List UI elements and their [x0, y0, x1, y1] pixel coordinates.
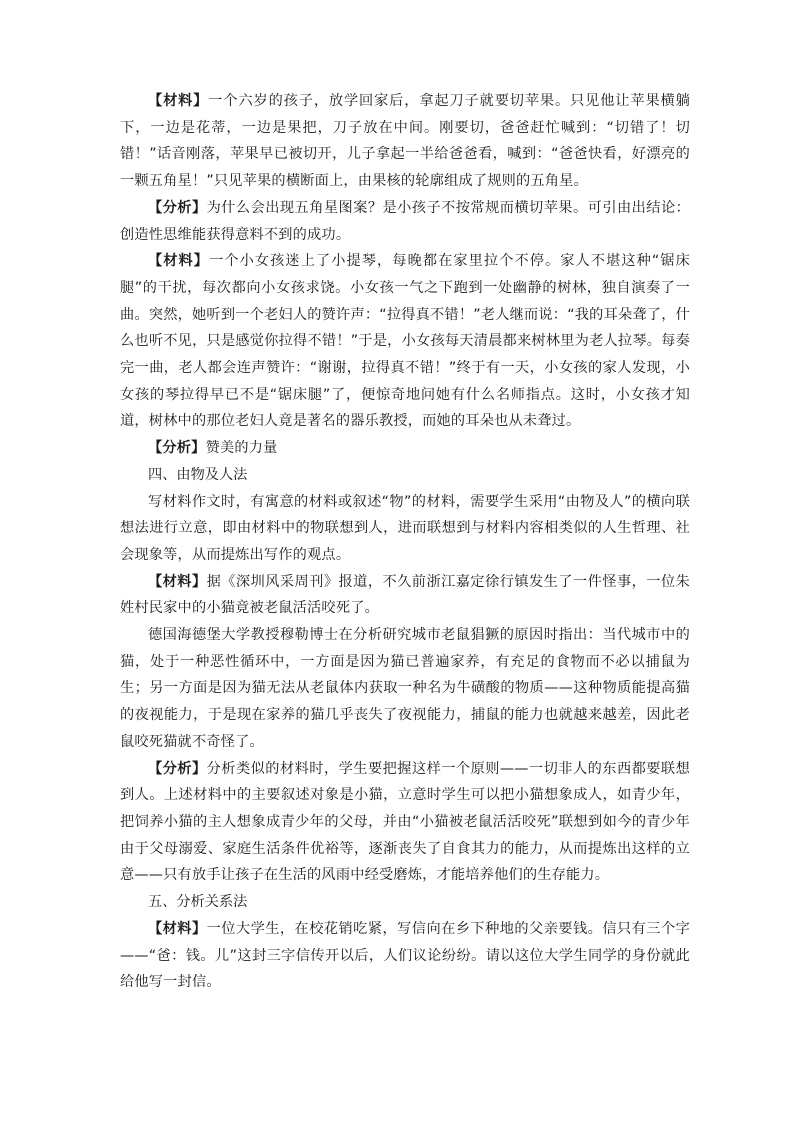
paragraph-text: 一个小女孩迷上了小提琴，每晚都在家里拉个不停。家人不堪这种“锯床腿”的干扰，每次都向小女孩求饶。小女孩一气之下跑到一处幽静的树林，独自演奏了一曲。突然，她听到一个老妇人的赞许声：“拉得真不错！”老人继而说：“我的耳朵聋了，什么也听不见，只是感觉你拉得不错！”于是，小女孩每天清晨都来树林里为老人拉琴。每奏完一曲，老人都会连声赞许：“谢谢，拉得真不错！”终于有一天，小女孩的家人发现，小女孩的琴拉得早已不是“锯床腿”了，便惊奇地问她有什么名师指点。这时，小女孩才知道，树林中的那位老妇人竟是著名的器乐教授，而她的耳朵也从未聋过。	[120, 253, 690, 430]
paragraph-tag: 【材料】	[148, 573, 207, 590]
paragraph	[120, 622, 690, 756]
paragraph	[120, 756, 690, 890]
paragraph-tag: 【分析】	[148, 199, 207, 216]
paragraph	[120, 435, 690, 462]
paragraph-text: 一个六岁的孩子，放学回家后，拿起刀子就要切苹果。只见他让苹果横躺下，一边是花蒂，一边是果把，刀子放在中间。刚要切，爸爸赶忙喊到：“切错了！切错！”话音刚落，苹果早已被切开，儿子拿起一半给爸爸看，喊到：“爸爸快看，好漂亮的一颗五角星！”只见苹果的横断面上，由果核的轮廓组成了规则的五角星。	[120, 93, 690, 190]
paragraph-text: 赞美的力量	[205, 440, 278, 457]
paragraph-text: 为什么会出现五角星图案？是小孩子不按常规而横切苹果。可引由出结论：创造性思维能获得意料不到的成功。	[120, 199, 690, 243]
section-heading	[120, 889, 690, 916]
paragraph-tag: 【分析】	[148, 760, 207, 777]
paragraph	[120, 569, 690, 622]
paragraph	[120, 489, 690, 569]
paragraph-text: 四、由物及人法	[148, 466, 248, 483]
paragraph-text: 五、分析关系法	[148, 894, 248, 911]
paragraph-text: 分析类似的材料时，学生要把握这样一个原则——一切非人的东西都要联想到人。上述材料中的主要叙述对象是小猫，立意时学生可以把小猫想象成人，如青少年，把饲养小猫的主人想象成青少年的父母，并由“小猫被老鼠活活咬死”联想到如今的青少年由于父母溺爱、家庭生活条件优裕等，逐渐丧失了自食其力的能力，从而提炼出这样的立意——只有放手让孩子在生活的风雨中经受磨炼，才能培养他们的生存能力。	[120, 760, 690, 884]
paragraph-tag: 【材料】	[148, 920, 207, 937]
paragraph-text: 一位大学生，在校花销吃紧，写信向在乡下种地的父亲要钱。信只有三个字——“爸：钱。儿”这封三字信传开以后，人们议论纷纷。请以这位大学生同学的身份就此给他写一封信。	[120, 920, 690, 991]
paragraph	[120, 195, 690, 248]
paragraph-tag: 【材料】	[148, 253, 210, 270]
paragraph-tag: 【材料】	[148, 93, 209, 109]
section-heading	[120, 462, 690, 489]
paragraph-tag: 【分析】	[148, 440, 206, 457]
paragraph	[120, 88, 690, 195]
paragraph	[120, 916, 690, 996]
paragraph	[120, 248, 690, 435]
paragraph-text: 写材料作文时，有寓意的材料或叙述“物”的材料，需要学生采用“由物及人”的横向联想法进行立意，即由材料中的物联想到人，进而联想到与材料内容相类似的人生哲理、社会现象等，从而提炼出写作的观点。	[120, 493, 690, 563]
document-body	[120, 88, 690, 996]
paragraph-text: 据《深圳风采周刊》报道，不久前浙江嘉定徐行镇发生了一件怪事，一位朱姓村民家中的小猫竟被老鼠活活咬死了。	[120, 573, 690, 617]
paragraph-text: 德国海德堡大学教授穆勒博士在分析研究城市老鼠猖獗的原因时指出：当代城市中的猫，处于一种恶性循环中，一方面是因为猫已普遍家养，有充足的食物而不必以捕鼠为生；另一方面是因为猫无法从老鼠体内获取一种名为牛磺酸的物质——这种物质能提高猫的夜视能力，于是现在家养的猫几乎丧失了夜视能力，捕鼠的能力也就越来越差，因此老鼠咬死猫就不奇怪了。	[120, 627, 690, 750]
